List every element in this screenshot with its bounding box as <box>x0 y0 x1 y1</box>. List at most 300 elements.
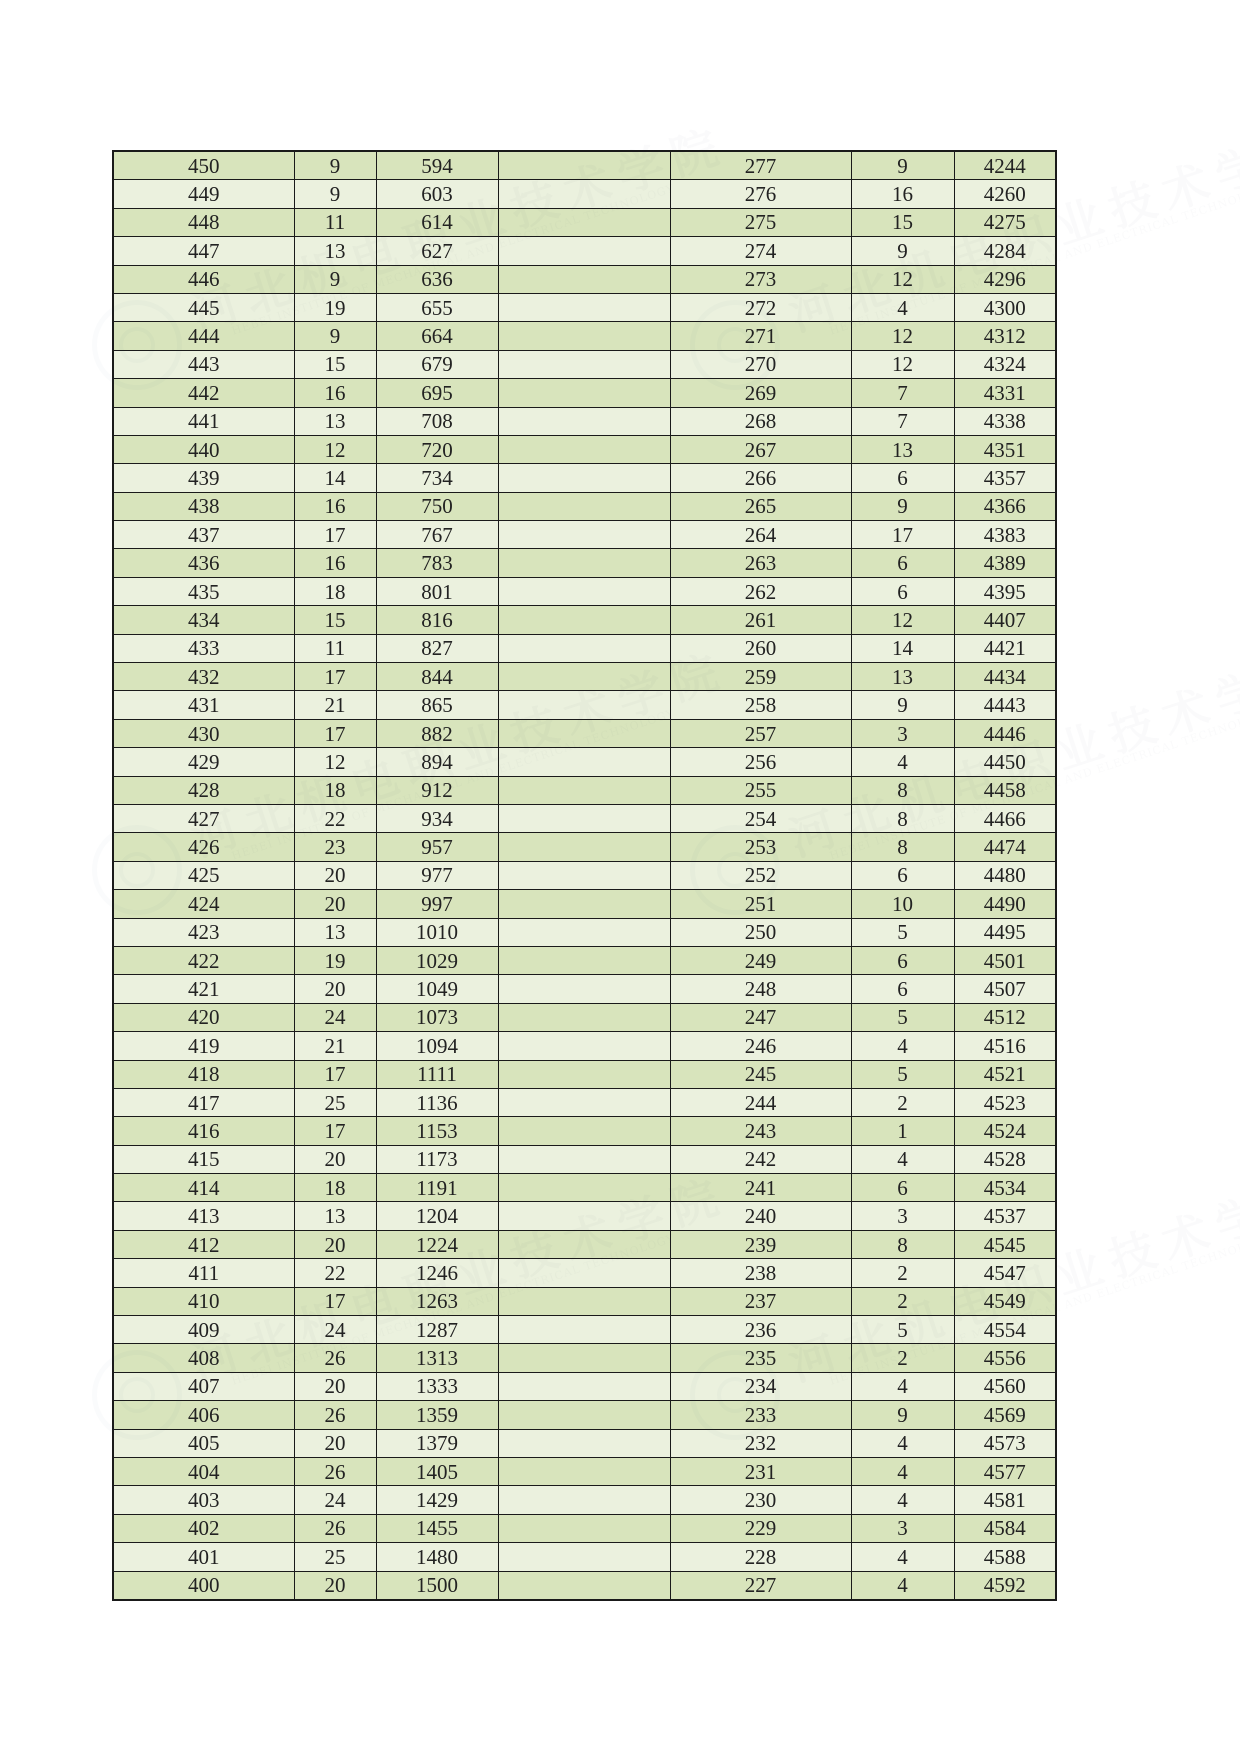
table-cell: 4331 <box>954 379 1056 407</box>
table-cell: 9 <box>294 180 376 208</box>
table-cell: 414 <box>113 1174 294 1202</box>
table-cell: 4560 <box>954 1372 1056 1400</box>
table-cell: 1224 <box>376 1230 498 1258</box>
table-cell: 4512 <box>954 1003 1056 1031</box>
table-cell: 13 <box>294 918 376 946</box>
table-cell: 4545 <box>954 1230 1056 1258</box>
table-cell: 8 <box>851 833 954 861</box>
table-cell: 4 <box>851 1543 954 1571</box>
table-row <box>113 1060 1056 1088</box>
table-cell: 26 <box>294 1401 376 1429</box>
table-cell: 4351 <box>954 435 1056 463</box>
table-row <box>113 293 1056 321</box>
table-cell: 627 <box>376 237 498 265</box>
table-cell: 4 <box>851 293 954 321</box>
table-cell: 4338 <box>954 407 1056 435</box>
table-cell: 263 <box>670 549 851 577</box>
table-cell: 4474 <box>954 833 1056 861</box>
table-cell: 3 <box>851 1202 954 1230</box>
table-row <box>113 265 1056 293</box>
table-cell: 417 <box>113 1088 294 1116</box>
table-cell <box>498 776 670 804</box>
table-cell: 430 <box>113 719 294 747</box>
table-cell: 277 <box>670 151 851 180</box>
table-cell: 1136 <box>376 1088 498 1116</box>
table-cell: 401 <box>113 1543 294 1571</box>
table-cell: 801 <box>376 577 498 605</box>
table-row <box>113 407 1056 435</box>
table-cell <box>498 1429 670 1457</box>
table-cell: 1010 <box>376 918 498 946</box>
table-cell: 241 <box>670 1174 851 1202</box>
table-cell: 5 <box>851 918 954 946</box>
table-row <box>113 1287 1056 1315</box>
table-cell: 9 <box>851 151 954 180</box>
table-cell: 12 <box>851 606 954 634</box>
table-cell: 6 <box>851 1174 954 1202</box>
table-cell: 415 <box>113 1145 294 1173</box>
table-cell: 229 <box>670 1514 851 1542</box>
table-cell: 4466 <box>954 804 1056 832</box>
table-cell: 406 <box>113 1401 294 1429</box>
table-cell: 4584 <box>954 1514 1056 1542</box>
table-cell: 4528 <box>954 1145 1056 1173</box>
table-cell: 437 <box>113 521 294 549</box>
table-cell: 251 <box>670 890 851 918</box>
table-cell: 4577 <box>954 1457 1056 1485</box>
table-cell <box>498 208 670 236</box>
table-cell: 1173 <box>376 1145 498 1173</box>
table-cell: 14 <box>294 464 376 492</box>
table-cell <box>498 833 670 861</box>
table-cell <box>498 804 670 832</box>
table-cell: 270 <box>670 350 851 378</box>
table-cell: 16 <box>294 492 376 520</box>
table-cell: 6 <box>851 549 954 577</box>
table-cell: 4275 <box>954 208 1056 236</box>
table-row <box>113 1514 1056 1542</box>
table-cell: 262 <box>670 577 851 605</box>
table-cell <box>498 946 670 974</box>
table-cell <box>498 521 670 549</box>
table-cell: 271 <box>670 322 851 350</box>
table-cell: 9 <box>851 237 954 265</box>
table-cell: 237 <box>670 1287 851 1315</box>
table-cell: 244 <box>670 1088 851 1116</box>
table-cell: 844 <box>376 663 498 691</box>
table-cell <box>498 1543 670 1571</box>
table-cell <box>498 1401 670 1429</box>
table-cell: 17 <box>294 1117 376 1145</box>
table-row <box>113 946 1056 974</box>
score-table <box>112 150 1057 1601</box>
table-row <box>113 634 1056 662</box>
table-row <box>113 521 1056 549</box>
table-cell: 266 <box>670 464 851 492</box>
table-cell: 20 <box>294 1372 376 1400</box>
table-cell: 402 <box>113 1514 294 1542</box>
table-cell: 1049 <box>376 975 498 1003</box>
table-cell <box>498 1145 670 1173</box>
table-cell <box>498 265 670 293</box>
table-cell: 4324 <box>954 350 1056 378</box>
table-cell: 239 <box>670 1230 851 1258</box>
table-cell: 912 <box>376 776 498 804</box>
table-cell <box>498 748 670 776</box>
table-cell <box>498 407 670 435</box>
table-cell: 4407 <box>954 606 1056 634</box>
table-cell: 16 <box>294 549 376 577</box>
table-cell: 228 <box>670 1543 851 1571</box>
table-cell: 816 <box>376 606 498 634</box>
table-cell: 17 <box>294 1060 376 1088</box>
table-cell: 235 <box>670 1344 851 1372</box>
table-cell: 2 <box>851 1344 954 1372</box>
table-cell: 882 <box>376 719 498 747</box>
table-cell: 767 <box>376 521 498 549</box>
table-row <box>113 1088 1056 1116</box>
table-cell: 13 <box>851 435 954 463</box>
table-cell: 783 <box>376 549 498 577</box>
table-cell: 13 <box>294 237 376 265</box>
table-cell <box>498 1344 670 1372</box>
table-cell: 4549 <box>954 1287 1056 1315</box>
table-cell: 4588 <box>954 1543 1056 1571</box>
table-cell <box>498 1571 670 1600</box>
table-cell: 24 <box>294 1486 376 1514</box>
table-cell: 12 <box>294 748 376 776</box>
table-cell: 4284 <box>954 237 1056 265</box>
table-cell: 20 <box>294 861 376 889</box>
table-cell: 15 <box>294 350 376 378</box>
table-cell: 3 <box>851 719 954 747</box>
table-cell: 26 <box>294 1457 376 1485</box>
table-cell <box>498 1486 670 1514</box>
table-cell: 4 <box>851 1145 954 1173</box>
table-cell <box>498 464 670 492</box>
table-row <box>113 748 1056 776</box>
table-cell: 438 <box>113 492 294 520</box>
table-cell: 827 <box>376 634 498 662</box>
table-cell: 257 <box>670 719 851 747</box>
table-row <box>113 549 1056 577</box>
table-cell: 424 <box>113 890 294 918</box>
table-cell: 6 <box>851 577 954 605</box>
table-cell: 4 <box>851 1429 954 1457</box>
table-cell <box>498 1514 670 1542</box>
table-cell: 260 <box>670 634 851 662</box>
table-cell: 14 <box>851 634 954 662</box>
table-cell <box>498 549 670 577</box>
table-cell: 22 <box>294 804 376 832</box>
table-cell <box>498 492 670 520</box>
table-cell: 4446 <box>954 719 1056 747</box>
table-row <box>113 918 1056 946</box>
table-cell: 431 <box>113 691 294 719</box>
table-cell: 4260 <box>954 180 1056 208</box>
table-cell: 409 <box>113 1316 294 1344</box>
table-cell <box>498 1230 670 1258</box>
table-cell: 4312 <box>954 322 1056 350</box>
table-cell: 432 <box>113 663 294 691</box>
table-row <box>113 379 1056 407</box>
table-cell: 427 <box>113 804 294 832</box>
table-row <box>113 1145 1056 1173</box>
table-cell: 8 <box>851 1230 954 1258</box>
table-cell: 4507 <box>954 975 1056 1003</box>
table-cell: 21 <box>294 691 376 719</box>
table-cell: 4421 <box>954 634 1056 662</box>
table-row <box>113 1316 1056 1344</box>
table-cell: 1073 <box>376 1003 498 1031</box>
table-cell: 273 <box>670 265 851 293</box>
table-cell: 233 <box>670 1401 851 1429</box>
table-cell: 250 <box>670 918 851 946</box>
table-cell: 977 <box>376 861 498 889</box>
table-cell: 238 <box>670 1259 851 1287</box>
table-cell: 1313 <box>376 1344 498 1372</box>
table-cell: 272 <box>670 293 851 321</box>
table-cell: 441 <box>113 407 294 435</box>
table-cell: 17 <box>294 1287 376 1315</box>
table-cell: 20 <box>294 890 376 918</box>
table-cell: 9 <box>851 691 954 719</box>
table-cell: 4443 <box>954 691 1056 719</box>
table-row <box>113 237 1056 265</box>
table-cell: 26 <box>294 1514 376 1542</box>
table-cell: 655 <box>376 293 498 321</box>
table-cell: 231 <box>670 1457 851 1485</box>
table-cell: 444 <box>113 322 294 350</box>
table-cell: 12 <box>294 435 376 463</box>
table-cell: 429 <box>113 748 294 776</box>
table-cell: 4434 <box>954 663 1056 691</box>
table-cell <box>498 1202 670 1230</box>
table-cell: 439 <box>113 464 294 492</box>
table-cell: 7 <box>851 407 954 435</box>
table-row <box>113 180 1056 208</box>
table-cell: 443 <box>113 350 294 378</box>
table-cell <box>498 918 670 946</box>
table-cell: 8 <box>851 776 954 804</box>
table-cell: 9 <box>294 322 376 350</box>
table-cell: 259 <box>670 663 851 691</box>
table-cell: 1455 <box>376 1514 498 1542</box>
table-cell: 9 <box>294 265 376 293</box>
table-cell: 6 <box>851 946 954 974</box>
table-cell: 26 <box>294 1344 376 1372</box>
table-cell: 274 <box>670 237 851 265</box>
table-cell <box>498 1088 670 1116</box>
table-cell: 435 <box>113 577 294 605</box>
table-cell: 5 <box>851 1060 954 1088</box>
table-row <box>113 1259 1056 1287</box>
table-cell <box>498 1287 670 1315</box>
table-cell: 422 <box>113 946 294 974</box>
table-cell: 242 <box>670 1145 851 1173</box>
table-cell: 20 <box>294 1230 376 1258</box>
table-cell: 442 <box>113 379 294 407</box>
table-cell <box>498 1060 670 1088</box>
table-cell: 4537 <box>954 1202 1056 1230</box>
table-cell: 4521 <box>954 1060 1056 1088</box>
table-cell: 1153 <box>376 1117 498 1145</box>
table-cell: 4490 <box>954 890 1056 918</box>
table-cell: 4495 <box>954 918 1056 946</box>
table-cell <box>498 180 670 208</box>
table-cell: 255 <box>670 776 851 804</box>
table-cell: 6 <box>851 975 954 1003</box>
table-row <box>113 606 1056 634</box>
table-cell: 2 <box>851 1088 954 1116</box>
table-cell: 9 <box>294 151 376 180</box>
table-row <box>113 663 1056 691</box>
score-table-body <box>113 151 1056 1600</box>
table-cell: 232 <box>670 1429 851 1457</box>
table-cell: 1429 <box>376 1486 498 1514</box>
table-row <box>113 1202 1056 1230</box>
table-cell: 18 <box>294 1174 376 1202</box>
table-cell: 4524 <box>954 1117 1056 1145</box>
table-cell: 243 <box>670 1117 851 1145</box>
table-cell: 20 <box>294 975 376 1003</box>
table-cell: 24 <box>294 1316 376 1344</box>
table-cell: 4554 <box>954 1316 1056 1344</box>
table-cell: 448 <box>113 208 294 236</box>
table-cell <box>498 691 670 719</box>
table-cell: 1405 <box>376 1457 498 1485</box>
table-cell: 11 <box>294 634 376 662</box>
table-row <box>113 1401 1056 1429</box>
table-cell <box>498 151 670 180</box>
table-cell: 268 <box>670 407 851 435</box>
table-cell: 4 <box>851 748 954 776</box>
table-cell <box>498 1117 670 1145</box>
table-cell: 254 <box>670 804 851 832</box>
table-cell: 421 <box>113 975 294 1003</box>
table-cell: 425 <box>113 861 294 889</box>
table-row <box>113 804 1056 832</box>
table-cell: 16 <box>851 180 954 208</box>
table-cell: 4516 <box>954 1032 1056 1060</box>
table-cell: 4 <box>851 1486 954 1514</box>
table-cell <box>498 435 670 463</box>
table-cell <box>498 634 670 662</box>
table-cell: 445 <box>113 293 294 321</box>
table-cell: 5 <box>851 1003 954 1031</box>
table-cell: 13 <box>294 407 376 435</box>
table-cell: 258 <box>670 691 851 719</box>
table-cell: 19 <box>294 946 376 974</box>
table-cell <box>498 293 670 321</box>
table-cell: 413 <box>113 1202 294 1230</box>
table-cell: 433 <box>113 634 294 662</box>
table-cell: 2 <box>851 1259 954 1287</box>
table-cell: 7 <box>851 379 954 407</box>
table-cell <box>498 890 670 918</box>
table-cell: 22 <box>294 1259 376 1287</box>
table-cell: 708 <box>376 407 498 435</box>
table-cell: 4389 <box>954 549 1056 577</box>
table-cell <box>498 1003 670 1031</box>
table-cell: 4458 <box>954 776 1056 804</box>
table-row <box>113 719 1056 747</box>
table-cell <box>498 237 670 265</box>
table-cell: 894 <box>376 748 498 776</box>
table-cell: 418 <box>113 1060 294 1088</box>
table-cell: 4 <box>851 1032 954 1060</box>
table-cell: 25 <box>294 1088 376 1116</box>
table-cell: 13 <box>294 1202 376 1230</box>
table-cell: 594 <box>376 151 498 180</box>
table-cell: 603 <box>376 180 498 208</box>
table-cell: 12 <box>851 350 954 378</box>
table-cell: 20 <box>294 1571 376 1600</box>
table-cell: 15 <box>294 606 376 634</box>
table-cell: 265 <box>670 492 851 520</box>
table-cell: 4581 <box>954 1486 1056 1514</box>
table-row <box>113 151 1056 180</box>
table-cell <box>498 1372 670 1400</box>
table-cell: 19 <box>294 293 376 321</box>
table-cell <box>498 1259 670 1287</box>
table-cell <box>498 1032 670 1060</box>
table-cell: 20 <box>294 1429 376 1457</box>
table-row <box>113 208 1056 236</box>
table-cell: 1263 <box>376 1287 498 1315</box>
table-cell: 4450 <box>954 748 1056 776</box>
table-cell: 695 <box>376 379 498 407</box>
table-cell: 4523 <box>954 1088 1056 1116</box>
table-cell: 12 <box>851 265 954 293</box>
table-cell: 261 <box>670 606 851 634</box>
table-row <box>113 1571 1056 1600</box>
table-cell: 419 <box>113 1032 294 1060</box>
table-row <box>113 435 1056 463</box>
table-cell <box>498 975 670 1003</box>
table-cell <box>498 322 670 350</box>
table-cell: 440 <box>113 435 294 463</box>
table-cell: 247 <box>670 1003 851 1031</box>
table-cell <box>498 719 670 747</box>
table-row <box>113 1543 1056 1571</box>
table-cell: 449 <box>113 180 294 208</box>
table-cell: 267 <box>670 435 851 463</box>
table-cell: 23 <box>294 833 376 861</box>
table-cell: 4 <box>851 1457 954 1485</box>
table-cell: 436 <box>113 549 294 577</box>
table-row <box>113 464 1056 492</box>
table-cell: 252 <box>670 861 851 889</box>
table-cell: 9 <box>851 1401 954 1429</box>
table-cell: 264 <box>670 521 851 549</box>
table-cell: 234 <box>670 1372 851 1400</box>
table-cell: 934 <box>376 804 498 832</box>
table-cell: 1287 <box>376 1316 498 1344</box>
table-cell: 412 <box>113 1230 294 1258</box>
table-cell: 4357 <box>954 464 1056 492</box>
table-row <box>113 1486 1056 1514</box>
table-row <box>113 833 1056 861</box>
table-cell: 4569 <box>954 1401 1056 1429</box>
table-row <box>113 492 1056 520</box>
table-cell: 404 <box>113 1457 294 1485</box>
table-cell: 227 <box>670 1571 851 1600</box>
table-cell: 420 <box>113 1003 294 1031</box>
table-cell: 18 <box>294 577 376 605</box>
table-row <box>113 1117 1056 1145</box>
table-cell: 4395 <box>954 577 1056 605</box>
